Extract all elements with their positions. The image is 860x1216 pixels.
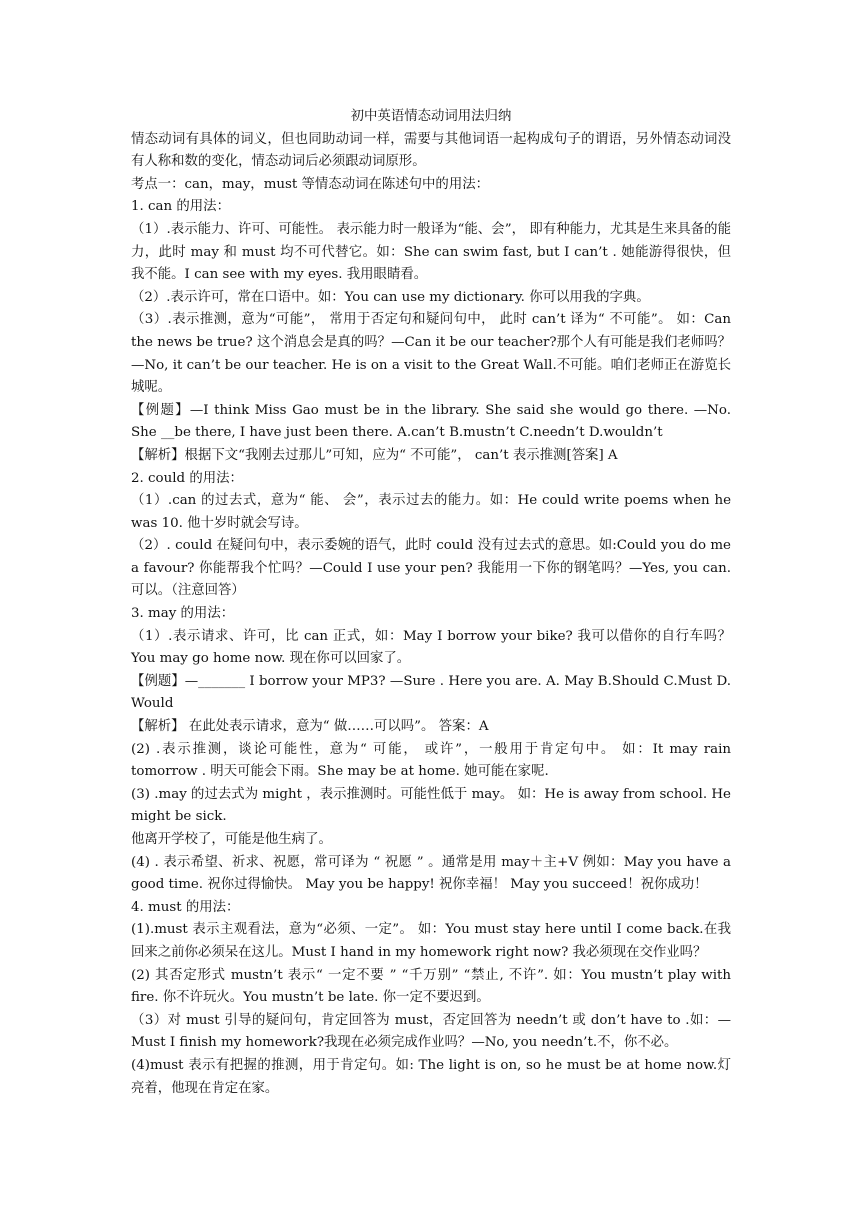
paragraph: (1).must 表示主观看法，意为“必须、一定”。 如：You must stay here until I come back.在我回来之前你必须呆在这儿。Must I hand in my homework right now? 我必须现在交作业吗？ <box>131 922 731 960</box>
paragraph: （2）. could 在疑问句中，表示委婉的语气，此时 could 没有过去式的意思。如:Could you do me a favour? 你能帮我个忙吗？—Could I use your pen? 我能用一下你的钢笔吗？—Yes, you can.可以。（注意回答） <box>131 538 731 599</box>
example-question: 【例题】—_______ I borrow your MP3? —Sure . Here you are. A. May B.Should C.Must D. Would <box>131 673 731 712</box>
section-heading-can: 1. can 的用法： <box>131 199 230 215</box>
paragraph: (4)must 表示有把握的推测，用于肯定句。如: The light is on, so he must be at home now.灯亮着，他现在肯定在家。 <box>131 1057 731 1096</box>
example-analysis: 【解析】根据下文“我刚去过那儿”可知，应为“ 不可能”， can’t 表示推测[答案] A <box>131 447 618 463</box>
intro-paragraph: 情态动词有具体的词义，但也同助动词一样，需要与其他词语一起构成句子的谓语，另外情态动词没有人称和数的变化，情态动词后必须跟动词原形。 <box>131 131 731 170</box>
section-heading-may: 3. may 的用法： <box>131 606 235 622</box>
section-heading-could: 2. could 的用法： <box>131 470 243 486</box>
paragraph: （3）对 must 引导的疑问句，肯定回答为 must，否定回答为 needn’t 或 don’t have to .如：—Must I finish my homework?我现在必须完成作业吗？—No, you needn’t.不，你不必。 <box>131 1012 731 1051</box>
example-analysis: 【解析】 在此处表示请求，意为“ 做……可以吗”。 答案：A <box>131 719 489 735</box>
paragraph: 他离开学校了，可能是他生病了。 <box>131 832 332 847</box>
paragraph: (2) 其否定形式 mustn’t 表示“ 一定不要 ” “千万别” “禁止, 不许”. 如：You mustn’t play with fire. 你不许玩火。You mustn’t be late. 你一定不要迟到。 <box>131 967 731 1006</box>
paragraph: （1）.can 的过去式，意为“ 能、 会”，表示过去的能力。如：He could write poems when he was 10. 他十岁时就会写诗。 <box>131 493 731 531</box>
paragraph: （2）.表示许可，常在口语中。如：You can use my dictionary. 你可以用我的字典。 <box>131 289 650 305</box>
paragraph: （3）.表示推测，意为“可能”， 常用于否定句和疑问句中， 此时 can’t 译为“ 不可能”。 如：Can the news be true? 这个消息会是真的吗？—Can it be our teacher?那个人有可能是我们老师吗？—No, it can’t be our teacher. He is on a visit to the Great Wall.不可能。咱们老师正在游览长城呢。 <box>131 312 731 396</box>
paragraph: （1）.表示能力、许可、可能性。 表示能力时一般译为“能、会”， 即有种能力，尤其是生来具备的能力，此时 may 和 must 均不可代替它。如：She can swim fast, but I can’t . 她能游得很快，但我不能。I can see with my eyes. 我用眼睛看。 <box>131 221 731 283</box>
paragraph: （1）.表示请求、许可，比 can 正式，如：May I borrow your bike? 我可以借你的自行车吗？You may go home now. 现在你可以回家了。 <box>131 628 731 667</box>
paragraph: (3) .may 的过去式为 might ，表示推测时。可能性低于 may。 如：He is away from school. He might be sick. <box>131 786 731 825</box>
paragraph: (4) . 表示希望、祈求、祝愿，常可译为 “ 祝愿 ” 。通常是用 may＋主+V 例如：May you have a good time. 祝你过得愉快。 May you be happy! 祝你幸福！ May you succeed！祝你成功！ <box>131 854 731 893</box>
section-heading-must: 4. must 的用法： <box>131 899 240 915</box>
document-title: 初中英语情态动词用法归纳 <box>350 109 512 124</box>
paragraph: (2) .表示推测，谈论可能性，意为“ 可能， 或许”，一般用于肯定句中。 如：It may rain tomorrow . 明天可能会下雨。She may be at home. 她可能在家呢. <box>131 741 731 780</box>
example-question: 【例题】—I think Miss Gao must be in the library. She said she would go there. —No. She __be there, I have just been there. A.can’t B.mustn’t C.needn’t D.wouldn’t <box>131 402 731 441</box>
key-point-heading: 考点一：can，may，must 等情态动词在陈述句中的用法： <box>131 176 489 192</box>
document-page <box>131 106 731 1100</box>
